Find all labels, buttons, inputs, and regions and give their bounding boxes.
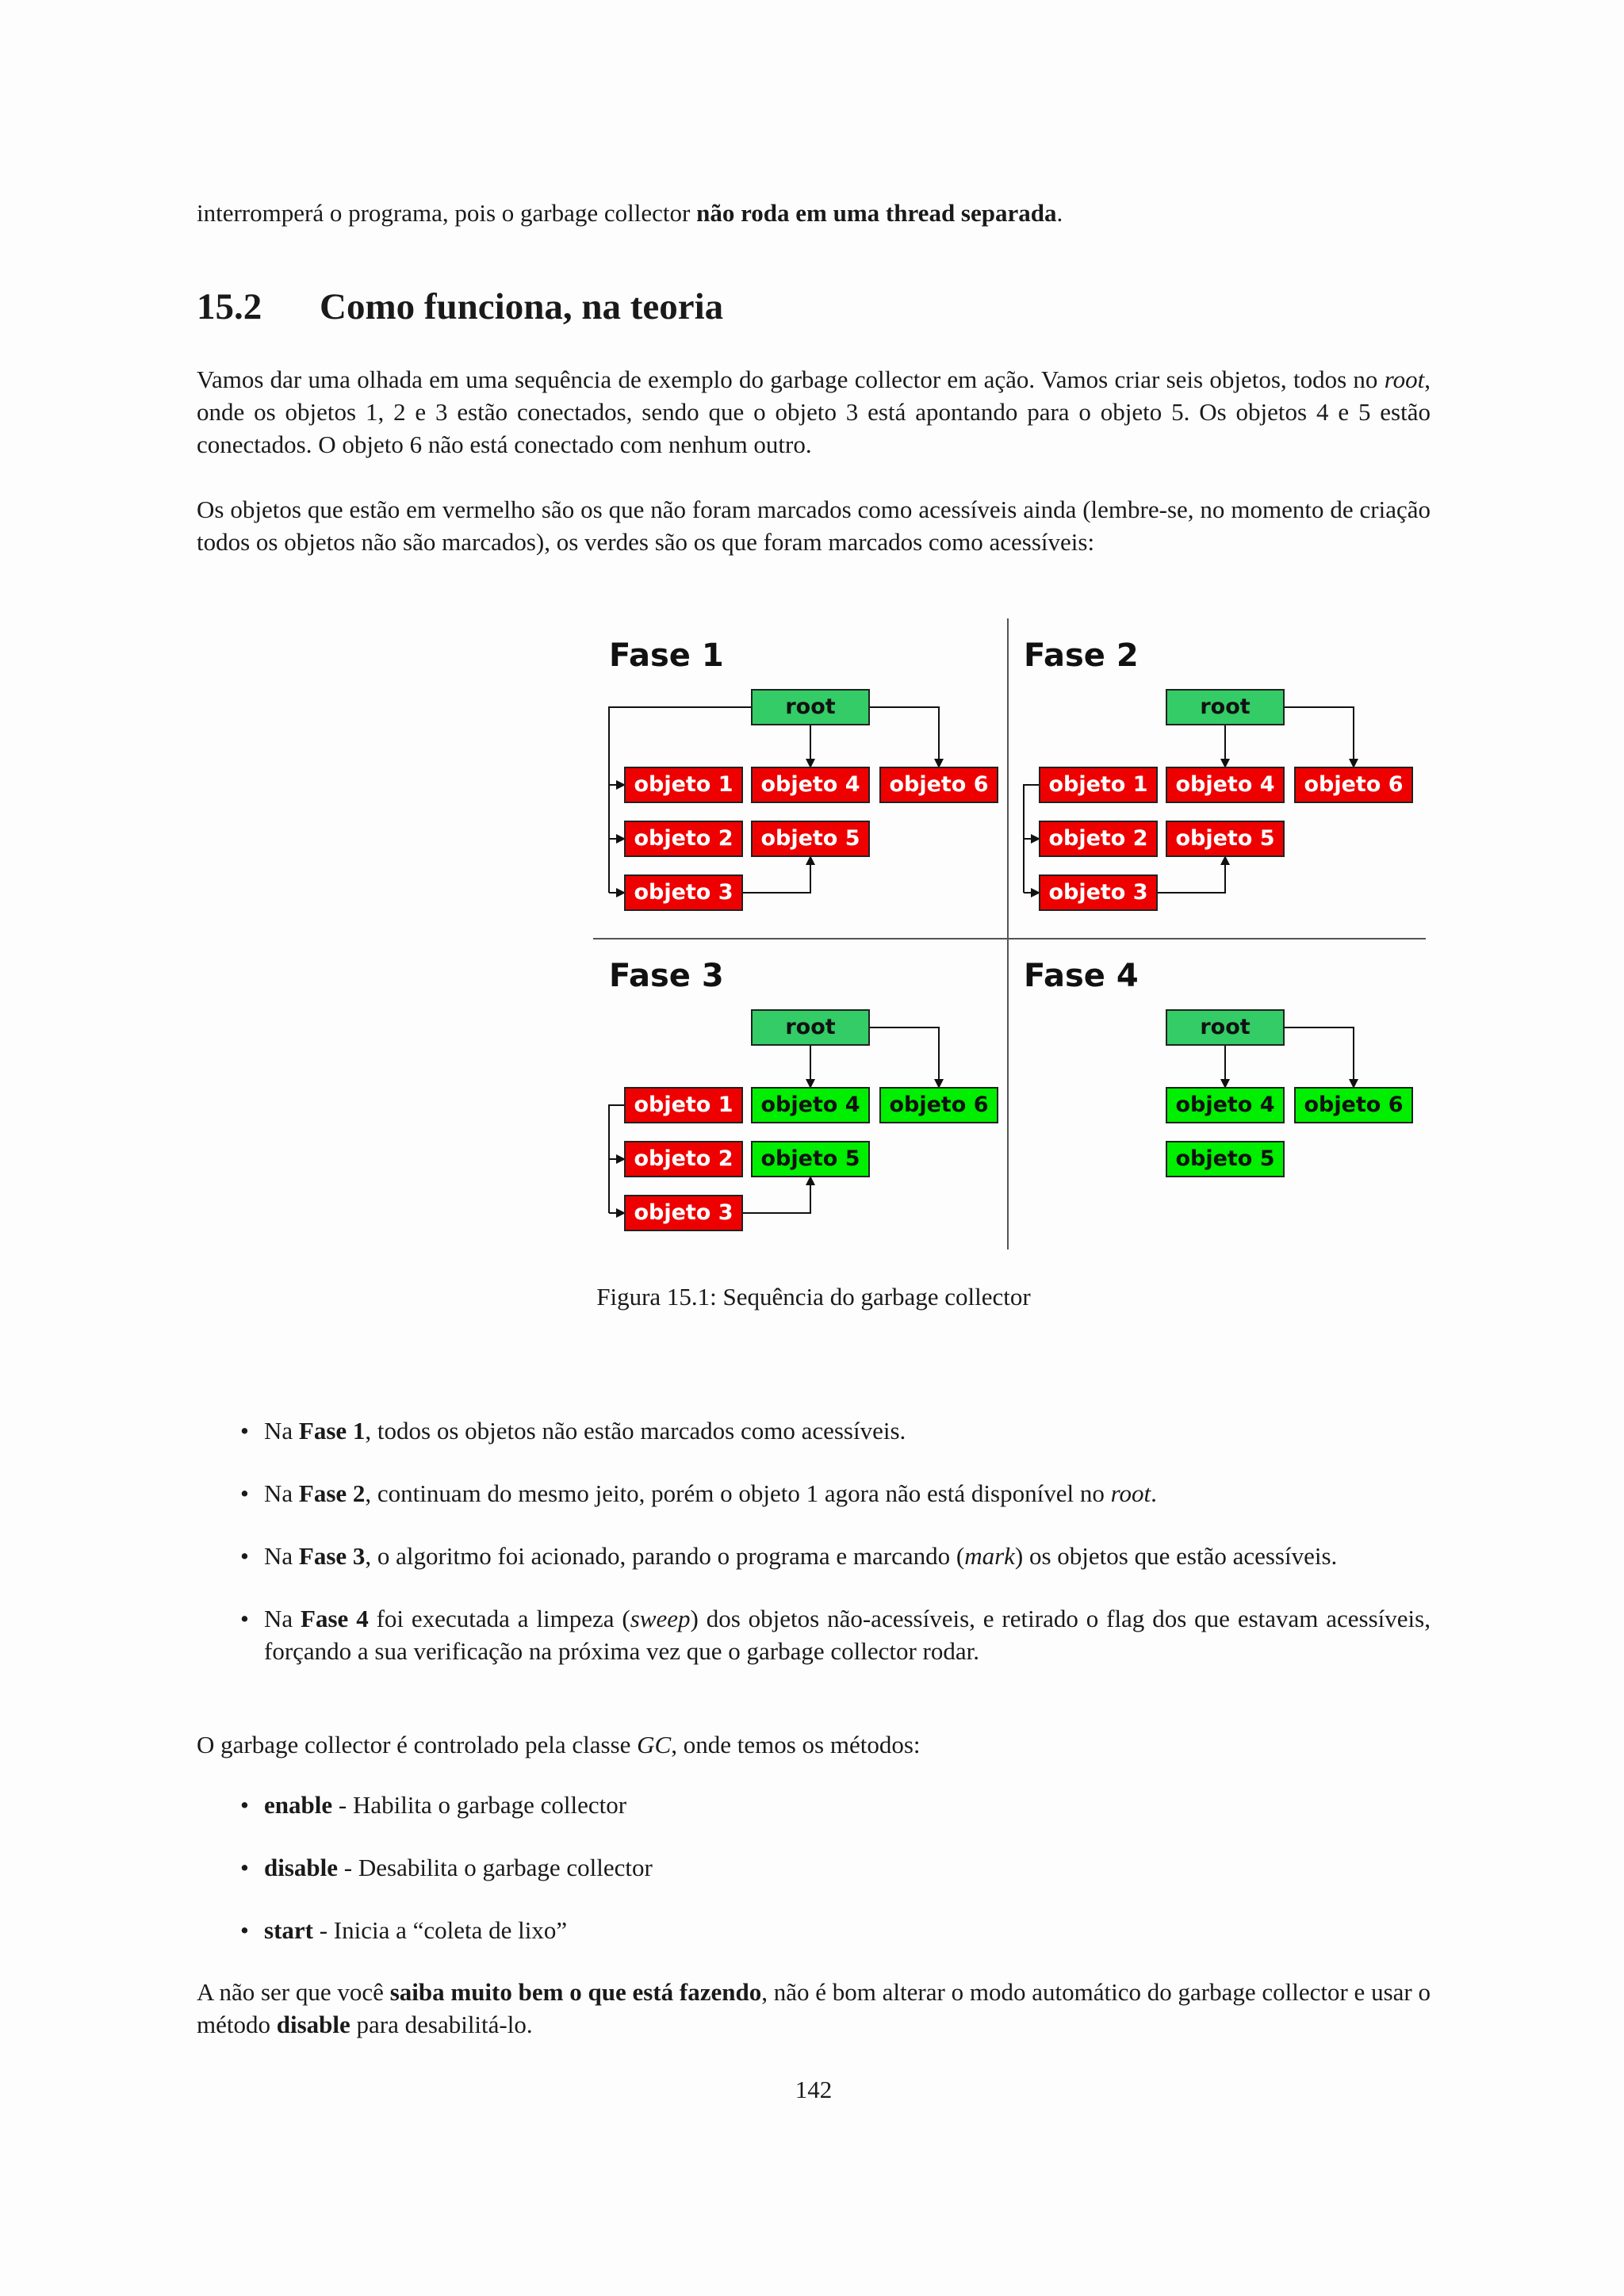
node-label: root: [785, 695, 836, 719]
object-node: [625, 875, 742, 910]
phase-panel: [1024, 958, 1412, 1177]
connector-arrow: [1284, 1027, 1354, 1088]
object-node: [880, 767, 998, 802]
method-list: [197, 1789, 1431, 1976]
section-heading: [197, 285, 723, 328]
root-node: [752, 690, 869, 725]
list-item: • Na Fase 2, continuam do mesmo jeito, porém o objeto 1 agora não está disponível no root.: [197, 1477, 1431, 1510]
connector-arrow: [1157, 856, 1225, 893]
object-node: [752, 767, 869, 802]
node-label: objeto 4: [760, 1093, 860, 1117]
object-node: [625, 1142, 742, 1177]
object-node: [1166, 1142, 1284, 1177]
node-label: objeto 6: [889, 1093, 989, 1117]
node-label: objeto 2: [1048, 826, 1148, 851]
connector-arrow: [869, 1027, 939, 1088]
object-node: [1295, 767, 1412, 802]
node-label: objeto 1: [634, 1093, 733, 1117]
node-label: objeto 2: [634, 826, 733, 851]
object-node: [1295, 1088, 1412, 1123]
bullet-icon: •: [240, 1542, 249, 1570]
phase-title: Fase 2: [1024, 637, 1139, 674]
body-paragraph-1: Vamos dar uma olhada em uma sequência de exemplo do garbage collector em ação. Vamos criar seis objetos, todos no root, onde os objetos 1, 2 e 3 estão conectados, sendo que o objeto 3 está apontando para o objeto 5. Os objetos 4 e 5 estão conectados. O objeto 6 não está conectado com nenhum outro.: [197, 365, 1431, 458]
bullet-icon: •: [240, 1791, 249, 1819]
object-node: [1166, 1088, 1284, 1123]
phase-panel: [609, 958, 998, 1230]
node-label: objeto 1: [1048, 772, 1148, 797]
connector-arrow: [869, 707, 939, 767]
object-node: [625, 767, 742, 802]
node-label: objeto 3: [634, 880, 733, 905]
object-node: [1040, 821, 1157, 856]
body-paragraph-4: A não ser que você saiba muito bem o que está fazendo, não é bom alterar o modo automático do garbage collector e usar o método disable para desabilitá-lo.: [197, 1978, 1431, 2038]
node-label: objeto 4: [760, 772, 860, 797]
bullet-icon: •: [240, 1417, 249, 1445]
node-label: objeto 5: [1175, 826, 1275, 851]
bullet-icon: •: [240, 1605, 249, 1632]
body-paragraph-3: O garbage collector é controlado pela classe GC, onde temos os métodos:: [197, 1731, 921, 1758]
section-number: 15.2: [197, 286, 262, 327]
node-label: objeto 5: [1175, 1146, 1275, 1171]
node-label: objeto 1: [634, 772, 733, 797]
intro-paragraph: interromperá o programa, pois o garbage collector não roda em uma thread separada.: [197, 199, 1063, 227]
page-number: 142: [795, 2076, 833, 2103]
phase-panel: [609, 637, 998, 910]
object-node: [752, 821, 869, 856]
node-label: objeto 5: [760, 1146, 860, 1171]
body-paragraph-2: Os objetos que estão em vermelho são os que não foram marcados como acessíveis ainda (lembre-se, no momento de criação todos os objetos não são marcados), os verdes são os que foram marcados como acessíveis:: [197, 496, 1431, 556]
object-node: [1040, 767, 1157, 802]
gc-phases-figure: [593, 618, 1426, 1249]
figure-caption: Figura 15.1: Sequência do garbage collector: [596, 1283, 1031, 1311]
list-item: • enable - Habilita o garbage collector: [197, 1789, 1431, 1821]
phase-title: Fase 4: [1024, 958, 1139, 994]
root-node: [1166, 690, 1284, 725]
object-node: [625, 1196, 742, 1230]
object-node: [625, 1088, 742, 1123]
list-item: • Na Fase 4 foi executada a limpeza (sweep) dos objetos não-acessíveis, e retirado o flag dos que estavam acessíveis, forçando a sua verificação na próxima vez que o garbage collector rodar.: [197, 1602, 1431, 1667]
bullet-icon: •: [240, 1854, 249, 1881]
list-item: • Na Fase 3, o algoritmo foi acionado, parando o programa e marcando (mark) os objetos que estão acessíveis.: [197, 1540, 1431, 1572]
bullet-icon: •: [240, 1916, 249, 1944]
node-label: objeto 3: [1048, 880, 1148, 905]
node-label: root: [785, 1015, 836, 1039]
phase-panel: [1024, 637, 1412, 910]
phase-title: Fase 1: [609, 637, 724, 674]
phase-title: Fase 3: [609, 958, 724, 994]
node-label: root: [1200, 1015, 1251, 1039]
root-node: [1166, 1010, 1284, 1045]
list-item: • disable - Desabilita o garbage collector: [197, 1851, 1431, 1884]
object-node: [1040, 875, 1157, 910]
connector-arrow: [1284, 707, 1354, 767]
node-label: root: [1200, 695, 1251, 719]
node-label: objeto 5: [760, 826, 860, 851]
object-node: [1166, 767, 1284, 802]
node-label: objeto 4: [1175, 1093, 1275, 1117]
object-node: [752, 1088, 869, 1123]
object-node: [625, 821, 742, 856]
node-label: objeto 2: [634, 1146, 733, 1171]
phase-list: [197, 1414, 1431, 1697]
object-node: [752, 1142, 869, 1177]
object-node: [1166, 821, 1284, 856]
list-item: • Na Fase 1, todos os objetos não estão marcados como acessíveis.: [197, 1414, 1431, 1447]
node-label: objeto 6: [889, 772, 989, 797]
object-node: [880, 1088, 998, 1123]
connector-arrow: [742, 1177, 810, 1213]
list-item: • start - Inicia a “coleta de lixo”: [197, 1914, 1431, 1946]
root-node: [752, 1010, 869, 1045]
node-label: objeto 6: [1304, 772, 1404, 797]
node-label: objeto 6: [1304, 1093, 1404, 1117]
node-label: objeto 3: [634, 1200, 733, 1225]
section-title: Como funciona, na teoria: [320, 286, 724, 327]
bullet-icon: •: [240, 1479, 249, 1507]
node-label: objeto 4: [1175, 772, 1275, 797]
connector-arrow: [742, 856, 810, 893]
